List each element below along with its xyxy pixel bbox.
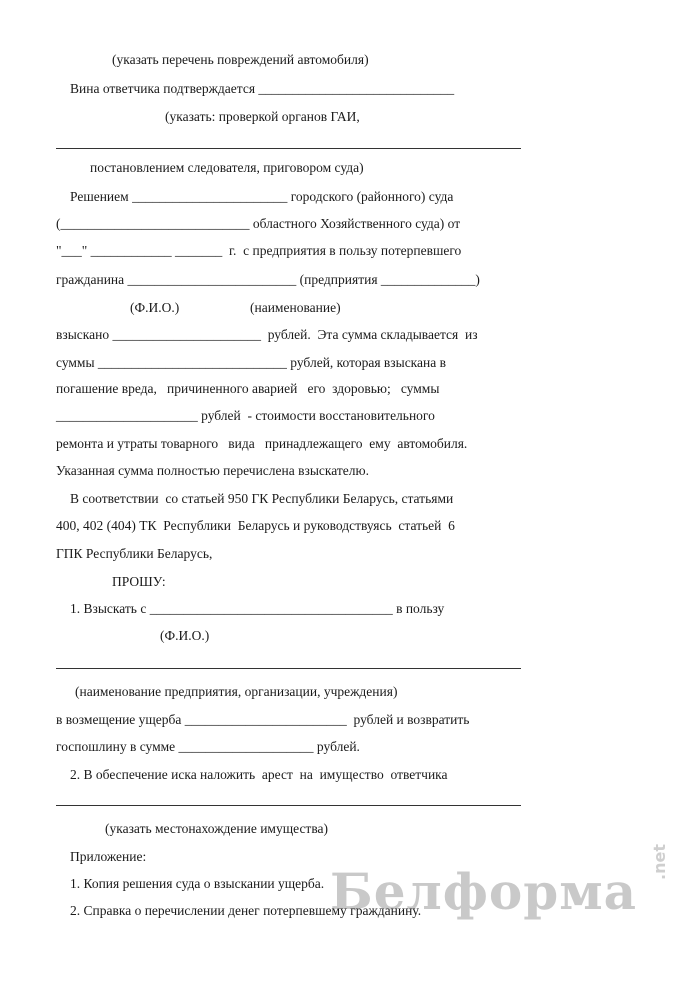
watermark-suffix: .net: [650, 844, 669, 880]
recovered-line: взыскано ______________________ рублей. Эта сумма складывается из: [56, 327, 478, 342]
court-decision-line: Решением _______________________ городского (районного) суда: [70, 189, 454, 204]
regional-court-line: (____________________________ областного Хозяйственного суда) от: [56, 216, 461, 231]
repair-line: ремонта и утраты товарного вида принадлежащего ему автомобиля.: [56, 436, 468, 451]
date-enterprise-line: "___" ____________ _______ г. с предприятия в пользу потерпевшего: [56, 243, 462, 258]
blank-rule-3: [56, 805, 521, 806]
civil-procedure-line: ГПК Республики Беларусь,: [56, 546, 213, 561]
belforma-watermark: Белформа: [330, 862, 638, 921]
guilt-confirmed-line: Вина ответчика подтверждается _____________________________: [70, 81, 455, 96]
blank-rule-2: [56, 668, 521, 669]
state-fee-line: госпошлину в сумме ____________________ рублей.: [56, 739, 360, 754]
request-heading: ПРОШУ:: [112, 574, 166, 589]
labor-code-line: 400, 402 (404) ТК Республики Беларусь и руководствуясь статьей 6: [56, 518, 455, 533]
citizen-line: гражданина _________________________ (предприятия ______________): [56, 272, 480, 287]
name-caption: (наименование): [250, 300, 341, 315]
health-damage-line: погашение вреда, причиненного аварией его здоровью; суммы: [56, 381, 440, 396]
compensation-line: в возмещение ущерба ________________________ рублей и возвратить: [56, 712, 470, 727]
traffic-police-caption: (указать: проверкой органов ГАИ,: [165, 109, 360, 124]
restoration-line: _____________________ рублей - стоимости восстановительного: [56, 408, 435, 423]
organization-caption: (наименование предприятия, организации, учреждения): [75, 684, 398, 699]
appendix-heading: Приложение:: [70, 849, 147, 864]
accordance-line: В соответствии со статьей 950 ГК Республики Беларусь, статьями: [70, 491, 454, 506]
fio-caption-1: (Ф.И.О.): [130, 300, 180, 315]
fio-caption-2: (Ф.И.О.): [160, 628, 210, 643]
investigator-caption: постановлением следователя, приговором суда): [90, 160, 364, 175]
appendix-item-1: 1. Копия решения суда о взыскании ущерба.: [70, 876, 325, 891]
damage-list-caption: (указать перечень повреждений автомобиля): [112, 52, 369, 67]
claim-item-2: 2. В обеспечение иска наложить арест на имущество ответчика: [70, 767, 448, 782]
sum-line-1: суммы ____________________________ рублей, которая взыскана в: [56, 355, 446, 370]
property-location-caption: (указать местонахождение имущества): [105, 821, 329, 836]
appendix-item-2: 2. Справка о перечислении денег потерпевшему гражданину.: [70, 903, 422, 918]
claim-item-1: 1. Взыскать с ____________________________________ в пользу: [70, 601, 445, 616]
transferred-line: Указанная сумма полностью перечислена взыскателю.: [56, 463, 369, 478]
blank-rule-1: [56, 148, 521, 149]
